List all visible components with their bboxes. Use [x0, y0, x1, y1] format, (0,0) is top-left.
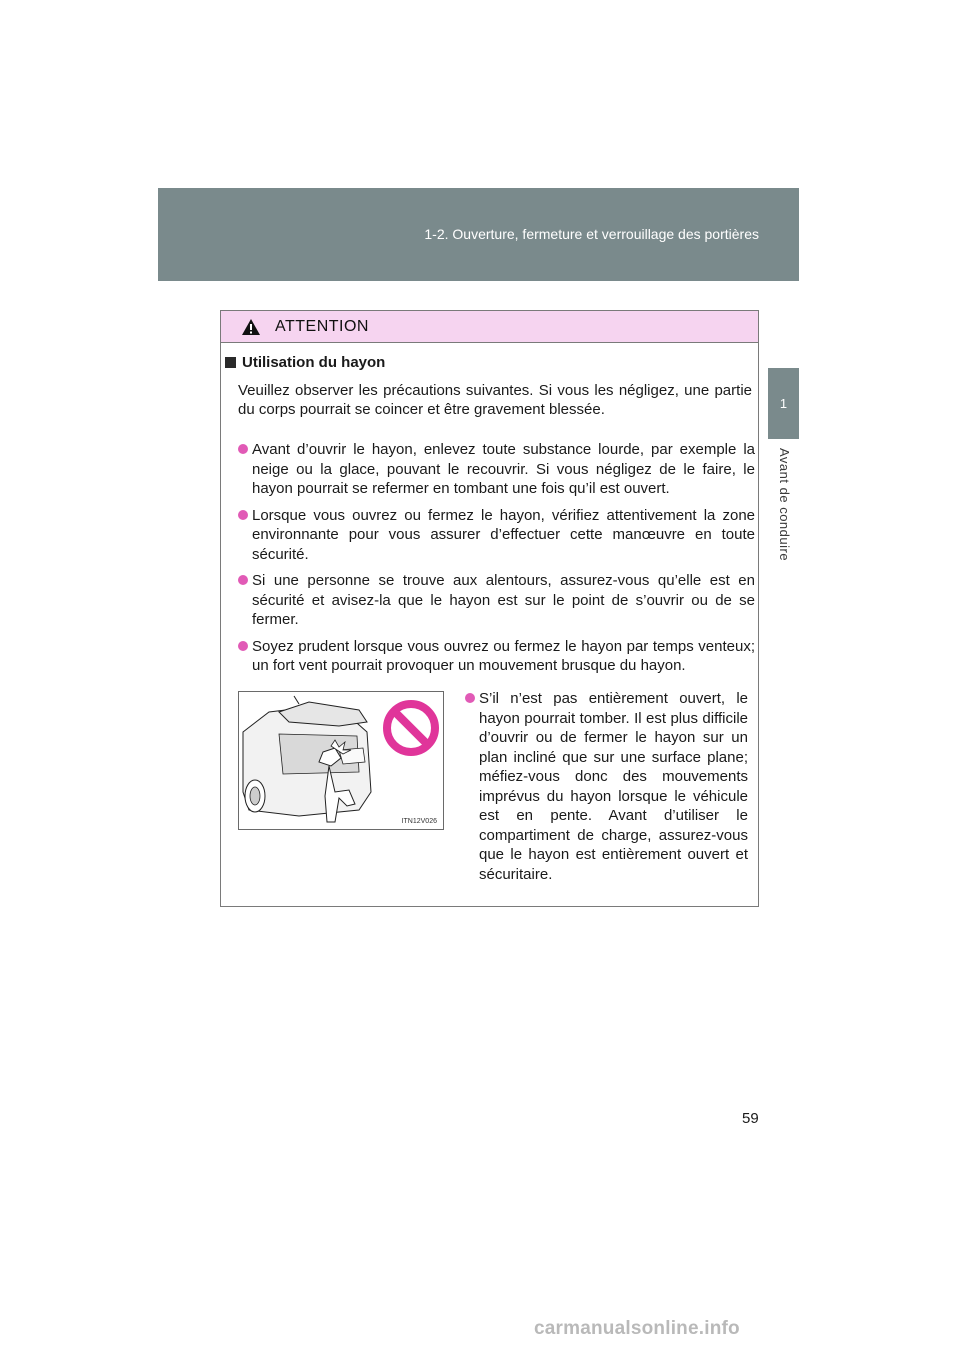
caution-box — [220, 310, 759, 907]
prohibition-sign-icon — [387, 704, 435, 752]
bullet-dot-icon — [238, 575, 248, 585]
section-heading — [225, 354, 385, 371]
bullet-dot-icon — [465, 693, 475, 703]
list-item — [238, 506, 755, 565]
bullet-dot-icon — [238, 510, 248, 520]
list-item — [238, 571, 755, 630]
intro-text: Veuillez observer les précautions suivantes. Si vous les négligez, une partie du corps pourrait se coincer et être gravement blessée. — [238, 382, 752, 418]
list-item-text: Si une personne se trouve aux alentours, assurez-vous qu’elle est en sécurité et avisez-la que le hayon est sur le point de s’ouvrir ou de se fermer. — [252, 572, 755, 628]
list-item — [238, 637, 755, 676]
section-heading-text: Utilisation du hayon — [242, 354, 386, 371]
bullet-dot-icon — [238, 641, 248, 651]
list-item — [238, 440, 755, 499]
illustration-figure — [238, 691, 444, 830]
chapter-side-label: Avant de conduire — [777, 448, 792, 562]
list-item-text: Avant d’ouvrir le hayon, enlevez toute substance lourde, par exemple la neige ou la glace, pouvant le recouvrir. Si vous négligez de le faire, le hayon pourrait se refermer en tombant une fois qu’il est ouvert. — [252, 441, 755, 497]
header-bar — [158, 188, 799, 281]
square-bullet-icon — [225, 357, 236, 368]
list-item-text: S’il n’est pas entièrement ouvert, le hayon pourrait tomber. Il est plus difficile d’ouvrir ou de fermer le hayon sur un plan incliné que sur une surface plane; méfiez-vous donc des mouvements imprévus du hayon lorsque le véhicule est en pente. Avant d’utiliser le compartiment de charge, assurez-vous que le hayon est entièrement ouvert et sécuritaire. — [479, 690, 748, 883]
figure-code: ITN12V026 — [401, 818, 437, 825]
caution-title: ATTENTION — [275, 317, 369, 335]
list-item-text: Lorsque vous ouvrez ou fermez le hayon, vérifiez attentivement la zone environnante pour vous assurer d’effectuer cette manœuvre en toute sécurité. — [252, 506, 755, 563]
chapter-tab: 1 — [768, 368, 799, 439]
bullet-list — [238, 440, 755, 683]
warning-triangle-icon — [241, 318, 261, 336]
bullet-dot-icon — [238, 444, 248, 454]
car-trunk-illustration — [239, 692, 443, 829]
list-item — [465, 689, 748, 884]
figure-side-bullet — [465, 689, 748, 891]
chapter-title: 1-2. Ouverture, fermeture et verrouillage des portières — [424, 226, 759, 242]
page-number: 59 — [742, 1110, 759, 1127]
list-item-text: Soyez prudent lorsque vous ouvrez ou fermez le hayon par temps venteux; un fort vent pourrait provoquer un mouvement brusque du hayon. — [252, 637, 755, 674]
watermark: carmanualsonline.info — [534, 1318, 740, 1339]
caution-header — [221, 311, 758, 343]
